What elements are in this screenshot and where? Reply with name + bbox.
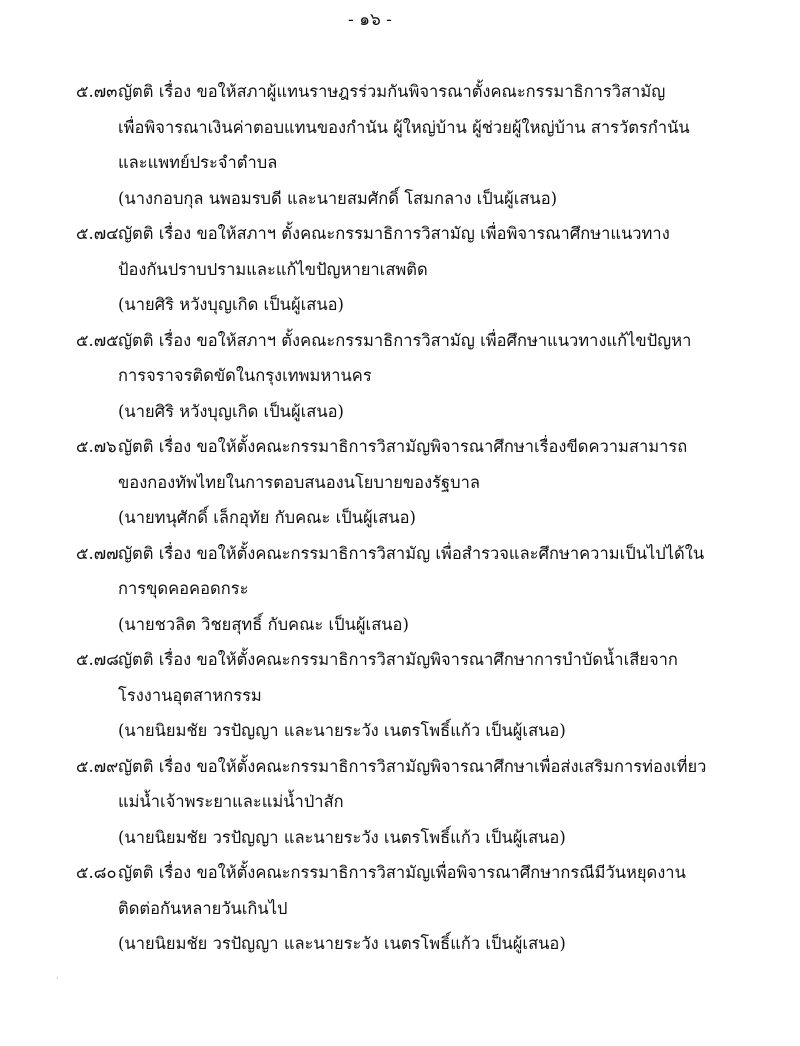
motion-number: ๕.๗๗ [76,543,119,563]
motion-list [0,74,800,962]
motion-continuation-line [0,784,800,820]
motion-title-line [0,323,800,359]
motion-text: ญัตติ เรื่อง ขอให้สภาฯ ตั้งคณะกรรมาธิการวิสามัญ เพื่อพิจารณาศึกษาแนวทาง [118,224,670,243]
motion-text: การขุดคอคอดกระ [118,579,249,598]
motion-proposer: (นายศิริ หวังบุญเกิด เป็นผู้เสนอ) [118,401,344,421]
motion-text: แม่น้ำเจ้าพระยาและแม่น้ำป่าสัก [118,792,344,811]
motion-title-line [0,536,800,572]
motion-proposer-line [0,926,800,962]
motion-proposer-line [0,287,800,323]
motion-title-line [0,74,800,110]
motion-title-line [0,216,800,252]
motion-number: ๕.๗๕ [76,330,119,350]
motion-proposer: (นายนิยมชัย วรปัญญา และนายระวัง เนตรโพธิ์แก้ว เป็นผู้เสนอ) [118,934,566,953]
motion-proposer-line [0,607,800,643]
motion-proposer: (นายนิยมชัย วรปัญญา และนายระวัง เนตรโพธิ์แก้ว เป็นผู้เสนอ) [118,827,566,847]
motion-proposer: (นายชวลิต วิชยสุทธิ์ กับคณะ เป็นผู้เสนอ) [118,614,409,634]
page-number: - ๑๖ - [348,10,392,30]
motion-continuation-line [0,358,800,394]
motion-item [0,429,800,536]
motion-text: และแพทย์ประจำตำบล [118,153,278,172]
motion-continuation-line [0,252,800,288]
motion-number: ๕.๗๓ [76,82,118,101]
motion-text: ของกองทัพไทยในการตอบสนองนโยบายของรัฐบาล [118,472,480,492]
motion-number: ๕.๘๐ [76,863,117,882]
motion-continuation-line [0,145,800,181]
motion-title-line [0,642,800,678]
motion-proposer: (นางกอบกุล นพอมรบดี และนายสมศักดิ์ โสมกลาง เป็นผู้เสนอ) [118,188,558,208]
motion-continuation-line [0,571,800,607]
motion-item [0,855,800,962]
motion-number: ๕.๗๖ [76,437,117,456]
motion-title-line [0,855,800,891]
motion-text: การจราจรติดขัดในกรุงเทพมหานคร [118,366,372,385]
motion-proposer-line [0,820,800,856]
motion-proposer: (นายนิยมชัย วรปัญญา และนายระวัง เนตรโพธิ์แก้ว เป็นผู้เสนอ) [118,721,566,740]
motion-item [0,536,800,643]
motion-number: ๕.๗๔ [76,224,119,243]
motion-text: ญัตติ เรื่อง ขอให้ตั้งคณะกรรมาธิการวิสามัญ เพื่อสำรวจและศึกษาความเป็นไปได้ใน [118,543,705,563]
motion-continuation-line [0,110,800,146]
motion-proposer-line [0,713,800,749]
motion-number: ๕.๗๙ [76,756,119,776]
motion-continuation-line [0,678,800,714]
motion-continuation-line [0,465,800,501]
motion-proposer: (นายศิริ หวังบุญเกิด เป็นผู้เสนอ) [118,295,344,314]
motion-text: โรงงานอุตสาหกรรม [118,685,262,705]
motion-proposer-line [0,500,800,536]
motion-item [0,642,800,749]
motion-number: ๕.๗๘ [76,650,119,669]
motion-text: ญัตติ เรื่อง ขอให้ตั้งคณะกรรมาธิการวิสามัญเพื่อพิจารณาศึกษากรณีมีวันหยุดงาน [118,863,686,882]
motion-text: เพื่อพิจารณาเงินค่าตอบแทนของกำนัน ผู้ใหญ่บ้าน ผู้ช่วยผู้ใหญ่บ้าน สารวัตรกำนัน [118,117,690,137]
motion-text: ญัตติ เรื่อง ขอให้สภาฯ ตั้งคณะกรรมาธิการวิสามัญ เพื่อศึกษาแนวทางแก้ไขปัญหา [118,330,692,350]
motion-item [0,323,800,430]
motion-item [0,216,800,323]
motion-text: ญัตติ เรื่อง ขอให้ตั้งคณะกรรมาธิการวิสามัญพิจารณาศึกษาเพื่อส่งเสริมการท่องเที่ยว [118,756,707,776]
motion-text: ญัตติ เรื่อง ขอให้สภาผู้แทนราษฎรร่วมกันพิจารณาตั้งคณะกรรมาธิการวิสามัญ [118,82,666,101]
motion-proposer-line [0,394,800,430]
motion-text: ญัตติ เรื่อง ขอให้ตั้งคณะกรรมาธิการวิสามัญพิจารณาศึกษาการบำบัดน้ำเสียจาก [118,650,678,669]
motion-item [0,74,800,216]
motion-text: ติดต่อกันหลายวันเกินไป [118,898,288,918]
motion-title-line [0,749,800,785]
motion-text: ญัตติ เรื่อง ขอให้ตั้งคณะกรรมาธิการวิสามัญพิจารณาศึกษาเรื่องขีดความสามารถ [118,437,688,456]
motion-continuation-line [0,891,800,927]
motion-text: ป้องกันปราบปรามและแก้ไขปัญหายาเสพติด [118,259,428,279]
motion-title-line [0,429,800,465]
motion-item [0,749,800,856]
motion-proposer: (นายทนุศักดิ์ เล็กอุทัย กับคณะ เป็นผู้เสนอ) [118,508,416,527]
motion-proposer-line [0,181,800,217]
scan-specks: · [56,974,59,984]
